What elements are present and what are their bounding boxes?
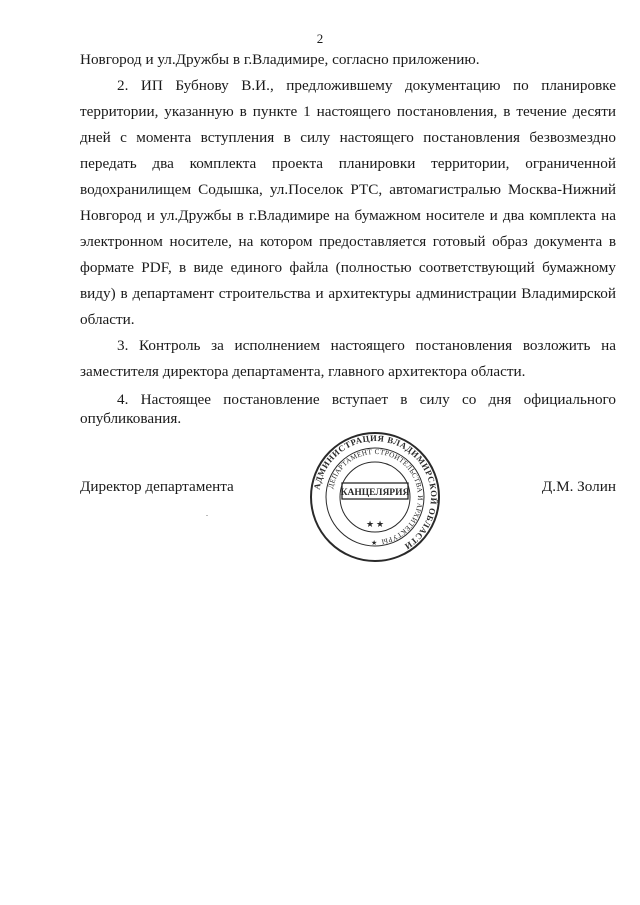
paragraph-3: 3. Контроль за исполнением настоящего постановления возложить на заместителя директора департамента, главного архитектора области.: [80, 337, 616, 380]
stamp-star-icon: ★: [366, 520, 375, 530]
paragraph-4: 4. Настоящее постановление вступает в силу со дня официального опубликования.: [80, 391, 616, 427]
document-body: [80, 47, 616, 428]
stamp-inner-text: ДЕПАРТАМЕНТ СТРОИТЕЛЬСТВА И АРХИТЕКТУРЫ: [326, 447, 425, 546]
signature-name: Д.М. Золин: [541, 478, 616, 495]
stamp-star-icon: ★: [371, 539, 378, 547]
stamp-star-icon: ★: [376, 520, 385, 530]
paragraph-2: 2. ИП Бубнову В.И., предложившему документацию по планировке территории, указанную в пункте 1 настоящего постановления, в течение десяти дней с момента вступления в силу настоящего постановления безвозмездно передать два комплекта проекта планировки территории, ограниченной водохранилищем Содышка, ул.Поселок РТС, автомагистралью Москва-Нижний Новгород и ул.Дружбы в г.Владимире на бумажном носителе и два комплекта на электронном носителе, на котором предоставляется готовый образ документа в формате PDF, в виде единого файла (полностью соответствующий бумажному виду) в департамент строительства и архитектуры администрации Владимирской области.: [80, 77, 616, 328]
signature-title: Директор департамента: [80, 478, 234, 495]
stamp-outer-text: АДМИНИСТРАЦИЯ ВЛАДИМИРСКОЙ ОБЛАСТИ: [311, 432, 440, 552]
paragraph-1-continuation: Новгород и ул.Дружбы в г.Владимире, согласно приложению.: [80, 51, 480, 68]
stamp-center-text: КАНЦЕЛЯРИЯ: [340, 488, 410, 498]
scan-speck: [206, 515, 208, 516]
page-number: 2: [316, 31, 324, 46]
office-seal-stamp: [309, 431, 441, 563]
